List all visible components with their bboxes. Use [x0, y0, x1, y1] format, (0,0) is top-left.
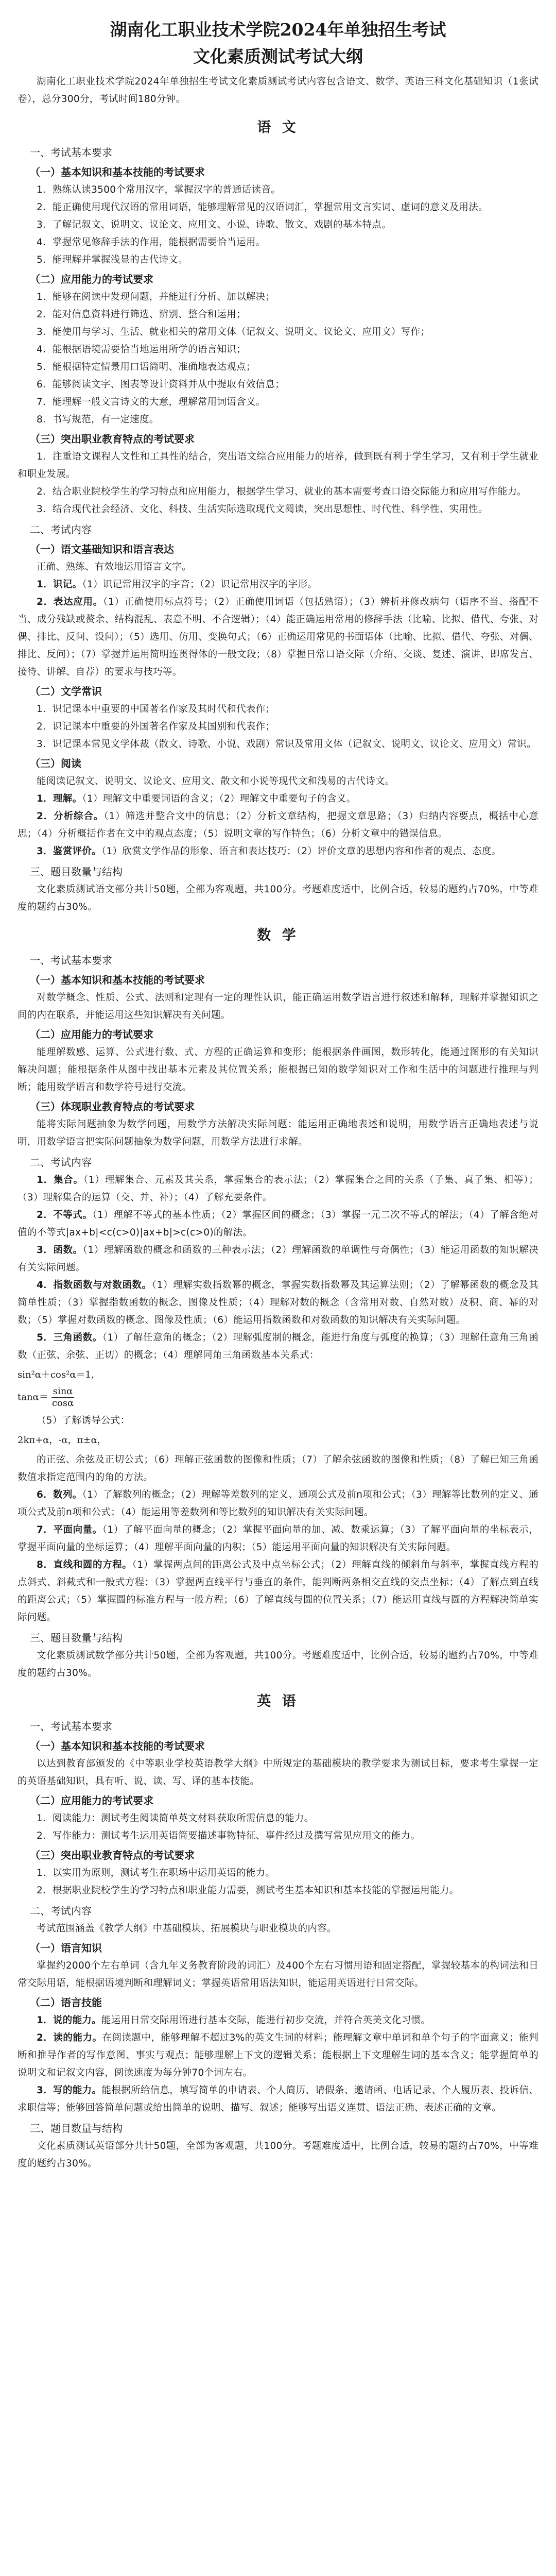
item-lead: 4．指数函数与对数函数。 [37, 1280, 152, 1291]
list-item: 2．能对信息资料进行筛选、辨别、整合和运用； [37, 309, 246, 320]
list-item [18, 2012, 538, 2029]
list-item: 8．书写规范，有一定速度。 [37, 414, 159, 425]
subsection-heading: （二）文学常识 [30, 685, 102, 698]
list-item [18, 1521, 538, 1556]
subsection-heading: （三）突出职业教育特点的考试要求 [30, 1849, 195, 1861]
list-item [18, 1329, 538, 1364]
paragraph: 考试范围涵盖《教学大纲》中基础模块、拓展模块与职业模块的内容。 [37, 1923, 337, 1934]
item-list [18, 790, 538, 860]
item-text: （1）了解任意角的概念；（2）理解弧度制的概念，能进行角度与弧度的换算；（3）理解任意角三角函数（正弦、余弦、正切）的概念；（4）理解同角三角函数基本关系式： [18, 1332, 538, 1361]
list-item: 4．掌握常见修辞手法的作用，能根据需要恰当运用。 [37, 237, 266, 248]
item-lead: 8．直线和圆的方程。 [37, 1560, 132, 1570]
section-heading: 二、考试内容 [30, 1905, 92, 1917]
list-item [18, 1451, 538, 1486]
paragraph: 能理解数感、运算、公式进行数、式、方程的正确运算和变形；能根据条件画图，数形转化，能通过图形的有关知识解决问题；能根据条件从图中找出基本元素及其位置关系；能根据已知的数学知识对工作和生活中的问题进行推理与判断；能用数学语言和数学符号进行交流。 [18, 1047, 538, 1093]
item-lead: 1．集合。 [37, 1175, 83, 1185]
item-list [18, 2012, 538, 2117]
formula-identity: sin²α＋cos²α＝1， [18, 1369, 100, 1380]
item-list [18, 701, 538, 753]
subsection-heading: （二）应用能力的考试要求 [30, 1028, 153, 1041]
item-list [18, 576, 538, 681]
paragraph: 以达到教育部颁发的《中等职业学校英语教学大纲》中所规定的基础模块的教学要求为测试目标，要求考生掌握一定的英语基础知识，具有听、说、读、写、译的基本技能。 [18, 1758, 538, 1787]
list-item: 2．识记课本中重要的外国著名作家及其国别和代表作； [37, 721, 275, 732]
list-item: 4．能根据语境需要恰当地运用所学的语言知识； [37, 344, 246, 355]
item-lead: 2．表达应用。 [37, 597, 103, 607]
intro-paragraph: 湖南化工职业技术学院2024年单独招生考试文化素质测试考试内容包含语文、数学、英语三科文化基础知识（1张试卷），总分300分，考试时间180分钟。 [18, 76, 538, 105]
paragraph: 掌握约2000个左右单词（含九年义务教育阶段的词汇）及400个左右习惯用语和固定搭配，掌握较基本的构词法和日常交际用语，能根据语境判断和理解词义；掌握英语常用语法知识，能运用英语进行日常交际。 [18, 1960, 538, 1989]
subsection-heading: （三）突出职业教育特点的考试要求 [30, 433, 195, 445]
formula-label: tanα＝ [18, 1392, 48, 1403]
item-text: 的正弦、余弦及正切公式；（6）理解正弦函数的图像和性质；（7）了解余弦函数的图像和性质；（8）了解已知三角函数值求指定范围内的角的方法。 [18, 1454, 538, 1483]
item-text: （1）理解实数指数幂的概念，掌握实数指数幂及其运算法则；（2）了解幂函数的概念及其简单性质；（3）掌握指数函数的概念、图像及性质；（4）理解对数的概念（含常用对数、自然对数）及积、商、幂的对数；（5）掌握对数函数的概念、图像及性质；（6）能运用指数函数和对数函数的知识解决有关实际问题。 [18, 1280, 539, 1326]
list-item: 2．能正确使用现代汉语的常用词语，能够理解常见的汉语词汇，掌握常用文言实词、虚词的意义及用法。 [37, 202, 488, 213]
list-item [18, 576, 538, 594]
fraction [51, 1386, 75, 1409]
item-lead: 2．读的能力。 [37, 2032, 102, 2043]
formula-induction: 2kπ+α，-α，π±α， [18, 1435, 107, 1446]
list-item: 2．结合职业院校学生的学习特点和应用能力，根据学生学习、就业的基本需要考查口语交际能力和应用写作能力。 [37, 486, 527, 497]
section-heading: 一、考试基本要求 [30, 954, 112, 967]
list-item: 3．识记课本常见文学体裁（散文、诗歌、小说、戏剧）常识及常用文体（记叙文、说明文、议论文、应用文）常识。 [37, 739, 536, 750]
item-text: 能运用日常交际用语进行基本交际，能进行初步交流，并符合英美文化习惯。 [101, 2015, 431, 2026]
subsection-heading: （一）语文基础知识和语言表达 [30, 543, 174, 555]
section-heading: 三、题目数量与结构 [30, 2122, 123, 2134]
subsection-heading: （二）应用能力的考试要求 [30, 1794, 153, 1807]
subject-heading-english: 英 语 [257, 1693, 299, 1709]
list-item: 6．能够阅读文字、图表等设计资料并从中提取有效信息； [37, 379, 285, 390]
item-list [18, 289, 538, 429]
subsection-heading: （三）体现职业教育特点的考试要求 [30, 1100, 195, 1113]
list-item: 3．能使用与学习、生活、就业相关的常用文体（记叙文、说明文、议论文、应用文）写作； [37, 327, 430, 337]
item-lead: 1．说的能力。 [37, 2015, 101, 2026]
subsection-heading: （一）基本知识和基本技能的考试要求 [30, 166, 205, 178]
item-text: （1）识记常用汉字的字音；（2）识记常用汉字的字形。 [82, 579, 318, 590]
fraction-numerator: sinα [51, 1386, 75, 1398]
list-item: 1．以实用为原则，测试考生在职场中运用英语的能力。 [37, 1868, 275, 1878]
paragraph: （5）了解诱导公式： [37, 1415, 130, 1426]
list-item [18, 594, 538, 681]
section-heading: 一、考试基本要求 [30, 1720, 112, 1733]
paragraph: 文化素质测试语文部分共计50题，全部为客观题，共100分。考题难度适中，比例合适，较易的题约占70%，中等难度的题约占30%。 [18, 884, 538, 912]
paragraph: 文化素质测试英语部分共计50题，全部为客观题，共100分。考题难度适中，比例合适，较易的题约占70%，中等难度的题约占30%。 [18, 2141, 538, 2169]
list-item [18, 1486, 538, 1521]
paragraph: 对数学概念、性质、公式、法则和定理有一定的理性认识，能正确运用数学语言进行叙述和解释，理解并掌握知识之间的内在联系，并能运用这些知识解决有关问题。 [18, 992, 538, 1021]
list-item: 3．结合现代社会经济、文化、科技、生活实际选取现代文阅读，突出思想性、时代性、科学性、实用性。 [37, 504, 488, 515]
paragraph: 文化素质测试数学部分共计50题，全部为客观题，共100分。考题难度适中，比例合适，较易的题约占70%，中等难度的题约占30%。 [18, 1650, 538, 1679]
list-item: 3．了解记叙文、说明文、议论文、应用文、小说、诗歌、散文、戏剧的基本特点。 [37, 219, 391, 230]
fraction-denominator: cosα [51, 1398, 74, 1409]
list-item: 7．能理解一般文言诗文的大意，理解常用词语含义。 [37, 397, 266, 408]
list-item: 2．写作能力：测试考生运用英语简要描述事物特征、事件经过及撰写常见应用文的能力。 [37, 1831, 421, 1841]
list-item: 5．能根据特定情景用口语简明、准确地表达观点； [37, 362, 256, 372]
list-item [18, 1207, 538, 1242]
list-item: 1．能够在阅读中发现问题，并能进行分析、加以解决； [37, 292, 275, 302]
list-item [18, 808, 538, 843]
subsection-heading: （二）应用能力的考试要求 [30, 273, 153, 285]
list-item [18, 1172, 538, 1207]
list-item: 1．识记课本中重要的中国著名作家及其时代和代表作； [37, 704, 275, 715]
list-item: 2．根据职业院校学生的学习特点和职业能力需要，测试考生基本知识和基本技能的掌握运用能力。 [37, 1885, 459, 1896]
item-lead: 3．鉴赏评价。 [37, 846, 101, 857]
item-text: 能根据所给信息，填写简单的申请表、个人简历、请假条、邀请函、电话记录、个人履历表、投诉信、求职信等；能够回答简单问题或给出简单的说明、描写、叙述；能够写出语义连贯、语法正确、表述正确的文章。 [18, 2085, 538, 2113]
item-lead: 6．数列。 [37, 1489, 82, 1500]
list-item [18, 843, 538, 860]
item-list [18, 1865, 538, 1900]
item-list [18, 181, 538, 269]
item-text: （1）理解不等式的基本性质；（2）掌握区间的概念；（3）掌握一元二次不等式的解法；（4）了解含绝对值的不等式|ax+b|<c(c>0)|ax+b|>c(c>0)的解法。 [18, 1210, 538, 1238]
item-lead: 1．识记。 [37, 579, 82, 590]
list-item [18, 790, 538, 808]
paragraph: 能将实际问题抽象为数学问题，用数学方法解决实际问题；能运用正确地表述和说明，用数学语言正确地表述与说明，用数学语言把实际问题抽象为数学问题，用数学方法进行求解。 [18, 1119, 538, 1147]
english-section [18, 1690, 538, 2173]
doc-subtitle: 文化素质测试考试大纲 [193, 46, 363, 66]
item-text: （1）了解数列的概念；（2）理解等差数列的定义、通项公式及前n项和公式；（3）理解等比数列的定义、通项公式及前n项和公式；（4）能运用等差数列和等比数列的知识解决有关实际问题。 [18, 1489, 538, 1518]
section-heading: 三、题目数量与结构 [30, 866, 123, 878]
item-text: （1）正确使用标点符号；（2）正确使用词语（包括熟语）；（3）辨析并修改病句（语序不当、搭配不当、成分残缺或赘余、结构混乱、表意不明、不合逻辑）；（4）能正确运用常用的修辞手法（比喻、比拟、借代、夸张、对偶、排比、反问、设问）；（5）选用、仿用、变换句式；（6）正确运用常见的书面语体（比喻、比拟、借代、夸张、对偶、排比、反问）；（7）掌握并运用简明连贯得体的一般文段；（8）掌握日常口语交际（介绍、交谈、复述、演讲、即席发言、接待、讲解、自荐）的要求与技巧等。 [18, 597, 538, 677]
formula-tangent [18, 1386, 538, 1409]
item-lead: 3．写的能力。 [37, 2085, 102, 2096]
item-lead: 1．理解。 [37, 793, 82, 804]
chinese-section [18, 116, 538, 916]
item-text: （1）理解函数的概念和函数的三种表示法；（2）理解函数的单调性与奇偶性；（3）能运用函数的知识解决有关实际问题。 [18, 1245, 539, 1273]
item-lead: 2．不等式。 [37, 1210, 93, 1221]
subsection-heading: （三）阅读 [30, 757, 81, 770]
subsection-heading: （一）基本知识和基本技能的考试要求 [30, 1740, 205, 1752]
item-text: 在阅读题中，能够理解不超过3%的英文生词的材料；能理解文章中单词和单个句子的字面意义；能判断和推导作者的写作意图、事实与观点；能够理解上下文的逻辑关系；能根据上下文理解生词的基本含义；能掌握简单的说明文和记叙文内容，阅读速度为每分钟70个词左右。 [18, 2032, 538, 2078]
item-text: （1）筛选并整合文中的信息；（2）分析文章结构，把握文章思路；（3）归纳内容要点，概括中心意思；（4）分析概括作者在文中的观点态度；（5）说明文章的写作特色；（6）分析文章中的错误信息。 [18, 811, 538, 839]
list-item: 1．阅读能力：测试考生阅读简单英文材料获取所需信息的能力。 [37, 1813, 314, 1824]
item-lead: 3．函数。 [37, 1245, 83, 1256]
list-item [18, 2029, 538, 2082]
paragraph: 能阅读记叙文、说明文、议论文、应用文、散文和小说等现代文和浅易的古代诗文。 [37, 776, 395, 787]
item-list [18, 1451, 538, 1626]
item-list [18, 1172, 538, 1364]
item-list [18, 448, 538, 518]
subsection-heading: （一）基本知识和基本技能的考试要求 [30, 974, 205, 986]
item-text: （1）欣赏文学作品的形象、语言和表达技巧；（2）评价文章的思想内容和作者的观点、态度。 [101, 846, 501, 857]
list-item: 1．注重语文课程人文性和工具性的结合，突出语文综合应用能力的培养，做到既有利于学生学习，又有利于学生就业和职业发展。 [18, 451, 538, 480]
section-heading: 一、考试基本要求 [30, 146, 112, 159]
subsection-heading: （一）语言知识 [30, 1942, 102, 1954]
list-item [18, 1556, 538, 1626]
item-lead: 5．三角函数。 [37, 1332, 102, 1343]
section-heading: 三、题目数量与结构 [30, 1632, 123, 1644]
item-text: （1）掌握两点间的距离公式及中点坐标公式；（2）理解直线的倾斜角与斜率，掌握直线方程的点斜式、斜截式和一般式方程；（3）掌握两直线平行与垂直的条件，能判断两条相交直线的交点坐标；（4）了解点到直线的距离公式；（5）掌握圆的标准方程与一般方程；（6）了解直线与圆的位置关系；（7）能运用直线与圆的方程解决简单实际问题。 [18, 1560, 538, 1623]
list-item [18, 1277, 538, 1329]
subject-heading-chinese: 语 文 [257, 120, 299, 135]
doc-title: 湖南化工职业技术学院2024年单独招生考试 [110, 20, 446, 40]
section-heading: 二、考试内容 [30, 523, 92, 536]
subsection-heading: （二）语言技能 [30, 1996, 102, 2009]
item-lead: 7．平面向量。 [37, 1524, 102, 1535]
item-text: （1）理解文中重要词语的含义；（2）理解文中重要句子的含义。 [82, 793, 356, 804]
math-section [18, 924, 538, 1682]
list-item [18, 2082, 538, 2117]
subject-heading-math: 数 学 [257, 927, 299, 943]
paragraph: 正确、熟练、有效地运用语言文字。 [37, 562, 192, 572]
section-heading: 二、考试内容 [30, 1156, 92, 1168]
list-item: 5．能理解并掌握浅显的古代诗文。 [37, 255, 188, 265]
item-text: （1）了解平面向量的概念；（2）掌握平面向量的加、减、数乘运算；（3）了解平面向量的坐标表示，掌握平面向量的坐标运算；（4）理解平面向量的内积；（5）能运用平面向量的知识解决有关实际问题。 [18, 1524, 538, 1553]
list-item [18, 1242, 538, 1277]
item-text: （1）理解集合、元素及其关系，掌握集合的表示法；（2）掌握集合之间的关系（子集、真子集、相等）；（3）理解集合的运算（交、并、补）；（4）了解充要条件。 [18, 1175, 538, 1203]
item-lead: 2．分析综合。 [37, 811, 104, 822]
list-item: 1．熟练认读3500个常用汉字，掌握汉字的普通话读音。 [37, 184, 281, 195]
item-list [18, 1810, 538, 1845]
